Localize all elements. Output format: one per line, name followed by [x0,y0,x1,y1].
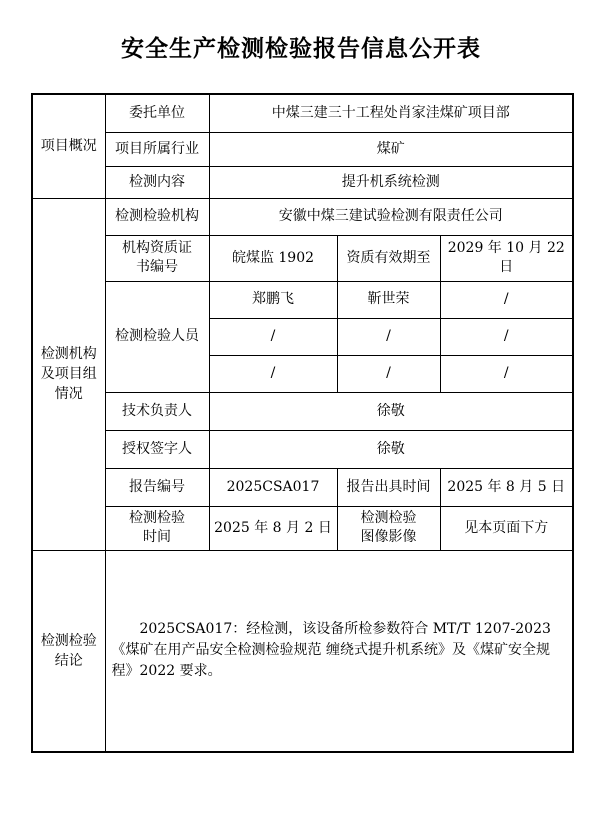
value-agency: 安徽中煤三建试验检测有限责任公司 [209,198,573,235]
personnel-cell: 靳世荣 [337,281,440,318]
section-header-overview: 项目概况 [32,94,105,198]
section-header-conclusion-text: 检测检验结论 [40,632,97,669]
label-cert [105,235,209,281]
section-header-agency-text: 检测机构及项目组情况 [40,346,97,402]
table-row [32,198,573,235]
value-industry: 煤矿 [209,132,573,166]
table-row [32,94,573,132]
label-validity: 资质有效期至 [337,235,440,281]
label-client: 委托单位 [105,94,209,132]
label-test-time-text: 检测检验时间 [129,510,185,545]
table-row [32,506,573,550]
personnel-cell: / [440,281,573,318]
label-image-text: 检测检验图像影像 [360,510,417,545]
table-row [32,281,573,318]
personnel-cell: / [209,355,337,392]
value-image: 见本页面下方 [440,506,573,550]
value-test-time: 2025 年 8 月 2 日 [209,506,337,550]
table-row [32,235,573,281]
label-personnel: 检测检验人员 [105,281,209,392]
label-test-time [105,506,209,550]
personnel-cell: / [337,318,440,355]
label-image [337,506,440,550]
label-content: 检测内容 [105,166,209,198]
label-report-no: 报告编号 [105,468,209,506]
value-report-no: 2025CSA017 [209,468,337,506]
label-signer: 授权签字人 [105,430,209,468]
value-issue-time: 2025 年 8 月 5 日 [440,468,573,506]
personnel-cell: 郑鹏飞 [209,281,337,318]
value-signer: 徐敬 [209,430,573,468]
conclusion-text: 2025CSA017：经检测，该设备所检参数符合 MT/T 1207-2023《煤矿在用产品安全检测检验规范 缠绕式提升机系统》及《煤矿安全规程》2022 要求。 [111,621,551,680]
table-row [32,392,573,430]
personnel-cell: / [440,318,573,355]
value-content: 提升机系统检测 [209,166,573,198]
value-tech-lead: 徐敬 [209,392,573,430]
table-row [32,132,573,166]
value-client: 中煤三建三十工程处肖家洼煤矿项目部 [209,94,573,132]
personnel-cell: / [337,355,440,392]
value-cert: 皖煤监 1902 [209,235,337,281]
page-title: 安全生产检测检验报告信息公开表 [121,36,481,62]
value-validity: 2029 年 10 月 22 日 [440,235,573,281]
info-table [31,93,574,753]
section-header-agency [32,198,105,550]
personnel-cell: / [440,355,573,392]
conclusion-cell [105,550,573,752]
table-row [32,430,573,468]
table-row [32,550,573,752]
label-industry: 项目所属行业 [105,132,209,166]
section-header-conclusion [32,550,105,752]
table-row [32,166,573,198]
label-agency: 检测检验机构 [105,198,209,235]
personnel-cell: / [209,318,337,355]
label-issue-time: 报告出具时间 [337,468,440,506]
label-tech-lead: 技术负责人 [105,392,209,430]
label-cert-text: 机构资质证书编号 [122,240,192,275]
table-row [32,468,573,506]
